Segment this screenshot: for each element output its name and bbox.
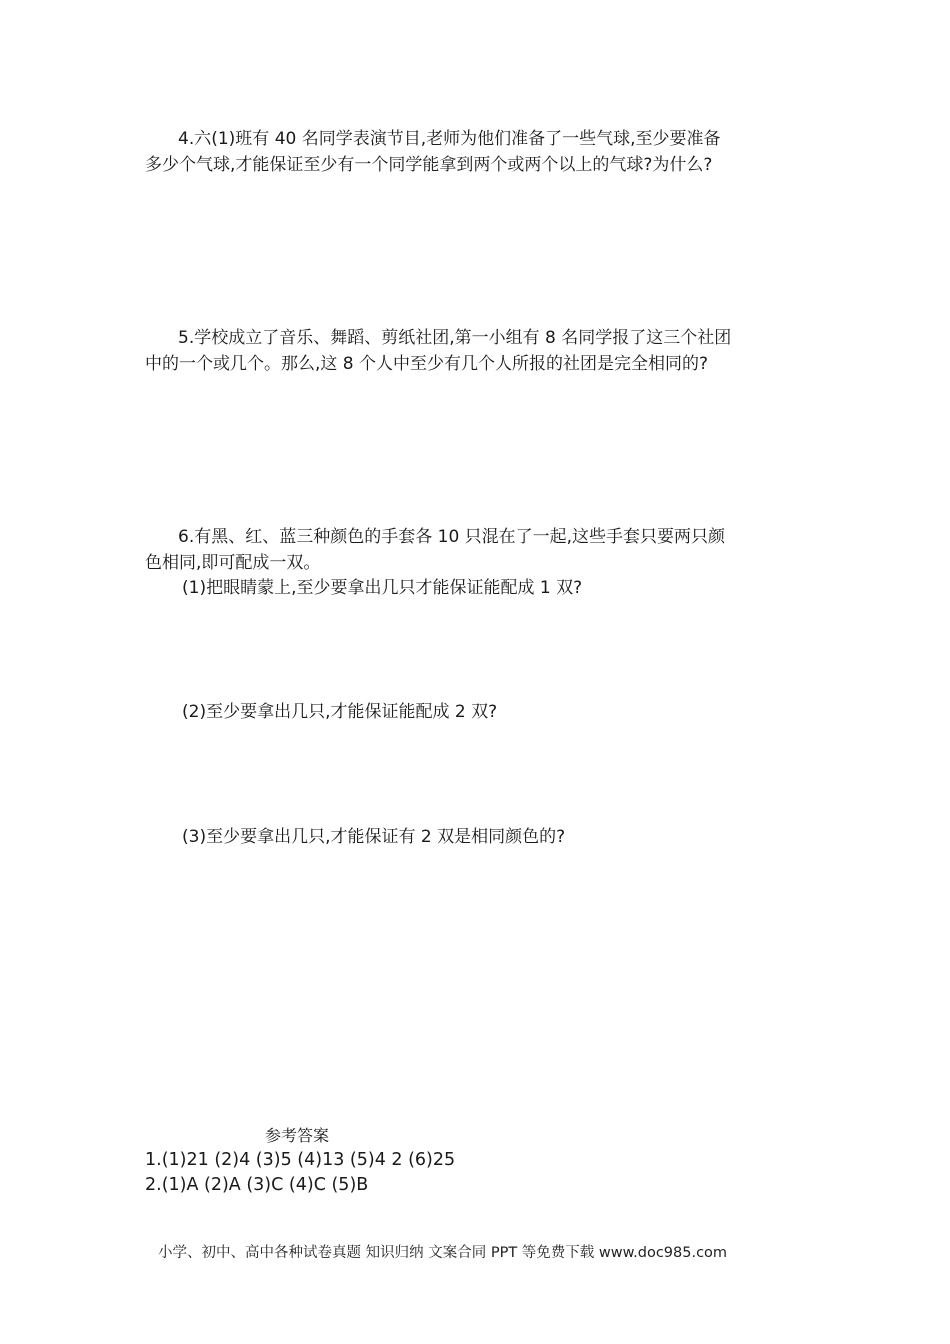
- question-6-line-1: 6.有黑、红、蓝三种颜色的手套各 10 只混在了一起,这些手套只要两只颜: [178, 527, 726, 547]
- question-4-line-1: 4.六(1)班有 40 名同学表演节目,老师为他们准备了一些气球,至少要准备: [178, 129, 721, 149]
- answers-line-1: 1.(1)21 (2)4 (3)5 (4)13 (5)4 2 (6)25: [145, 1150, 456, 1170]
- question-5-line-2: 中的一个或几个。那么,这 8 个人中至少有几个人所报的社团是完全相同的?: [145, 354, 709, 374]
- question-6-sub-2: (2)至少要拿出几只,才能保证能配成 2 双?: [182, 702, 498, 722]
- question-5-line-1: 5.学校成立了音乐、舞蹈、剪纸社团,第一小组有 8 名同学报了这三个社团: [178, 328, 732, 348]
- question-4-line-2: 多少个气球,才能保证至少有一个同学能拿到两个或两个以上的气球?为什么?: [145, 155, 713, 175]
- answers-line-2: 2.(1)A (2)A (3)C (4)C (5)B: [145, 1175, 369, 1195]
- footer-text: 小学、初中、高中各种试卷真题 知识归纳 文案合同 PPT 等免费下载 www.doc985.com: [158, 1245, 728, 1261]
- question-6-sub-1: (1)把眼睛蒙上,至少要拿出几只才能保证能配成 1 双?: [182, 578, 583, 598]
- question-6-line-2: 色相同,即可配成一双。: [145, 553, 321, 573]
- answers-title: 参考答案: [265, 1126, 330, 1145]
- question-6-sub-3: (3)至少要拿出几只,才能保证有 2 双是相同颜色的?: [182, 827, 566, 847]
